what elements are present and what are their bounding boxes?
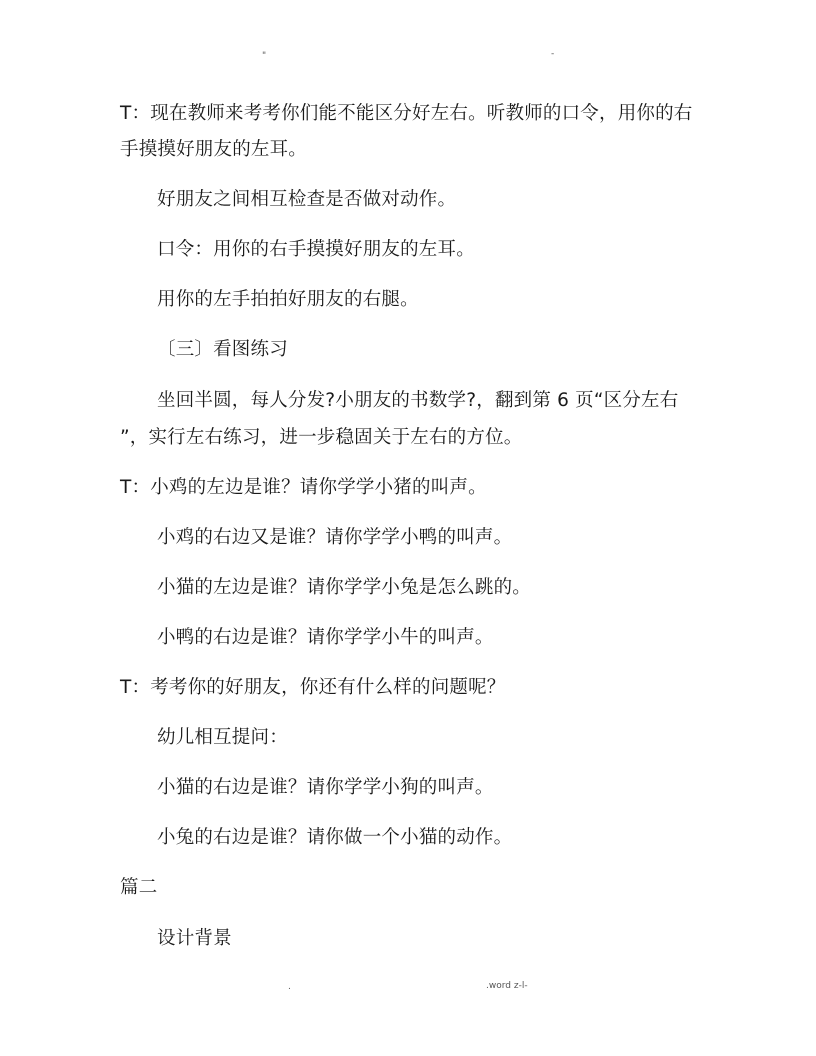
paragraph-line-15: 小猫的右边是谁？请你学学小狗的叫声。 [157, 777, 494, 798]
header-right-mark: - [551, 49, 555, 59]
paragraph-line-10: 小鸡的右边又是谁？请你学学小鸭的叫声。 [157, 527, 513, 548]
section-title-part-2: 篇二 [120, 877, 158, 898]
paragraph-line-16: 小兔的右边是谁？请你做一个小猫的动作。 [157, 827, 513, 848]
paragraph-line-14: 幼儿相互提问： [157, 727, 288, 748]
footer-watermark-text: .word z-l- [486, 981, 528, 991]
paragraph-line-4: 口令：用你的右手摸摸好朋友的左耳。 [157, 239, 475, 260]
section-heading-3: 〔三〕看图练习 [157, 339, 288, 360]
paragraph-line-1: T：现在教师来考考你们能不能区分好左右。听教师的口令，用你的右 [120, 103, 693, 124]
paragraph-line-7: 坐回半圆，每人分发?小朋友的书数学?，翻到第 6 页“区分左右 [157, 390, 679, 411]
paragraph-line-13: T：考考你的好朋友，你还有什么样的问题呢？ [120, 677, 506, 698]
paragraph-line-3: 好朋友之间相互检查是否做对动作。 [157, 189, 457, 210]
paragraph-line-5: 用你的左手拍拍好朋友的右腿。 [157, 289, 419, 310]
paragraph-line-12: 小鸭的右边是谁？请你学学小牛的叫声。 [157, 627, 494, 648]
paragraph-line-11: 小猫的左边是谁？请你学学小兔是怎么跳的。 [157, 577, 532, 598]
paragraph-line-2: 手摸摸好朋友的左耳。 [120, 139, 308, 160]
paragraph-line-9: T：小鸡的左边是谁？请你学学小猪的叫声。 [120, 477, 487, 498]
subsection-title-design-background: 设计背景 [157, 928, 232, 949]
header-left-mark: " [262, 51, 267, 61]
paragraph-line-8: ”，实行左右练习，进一步稳固关于左右的方位。 [120, 427, 523, 448]
footer-left-mark: . [288, 982, 291, 992]
